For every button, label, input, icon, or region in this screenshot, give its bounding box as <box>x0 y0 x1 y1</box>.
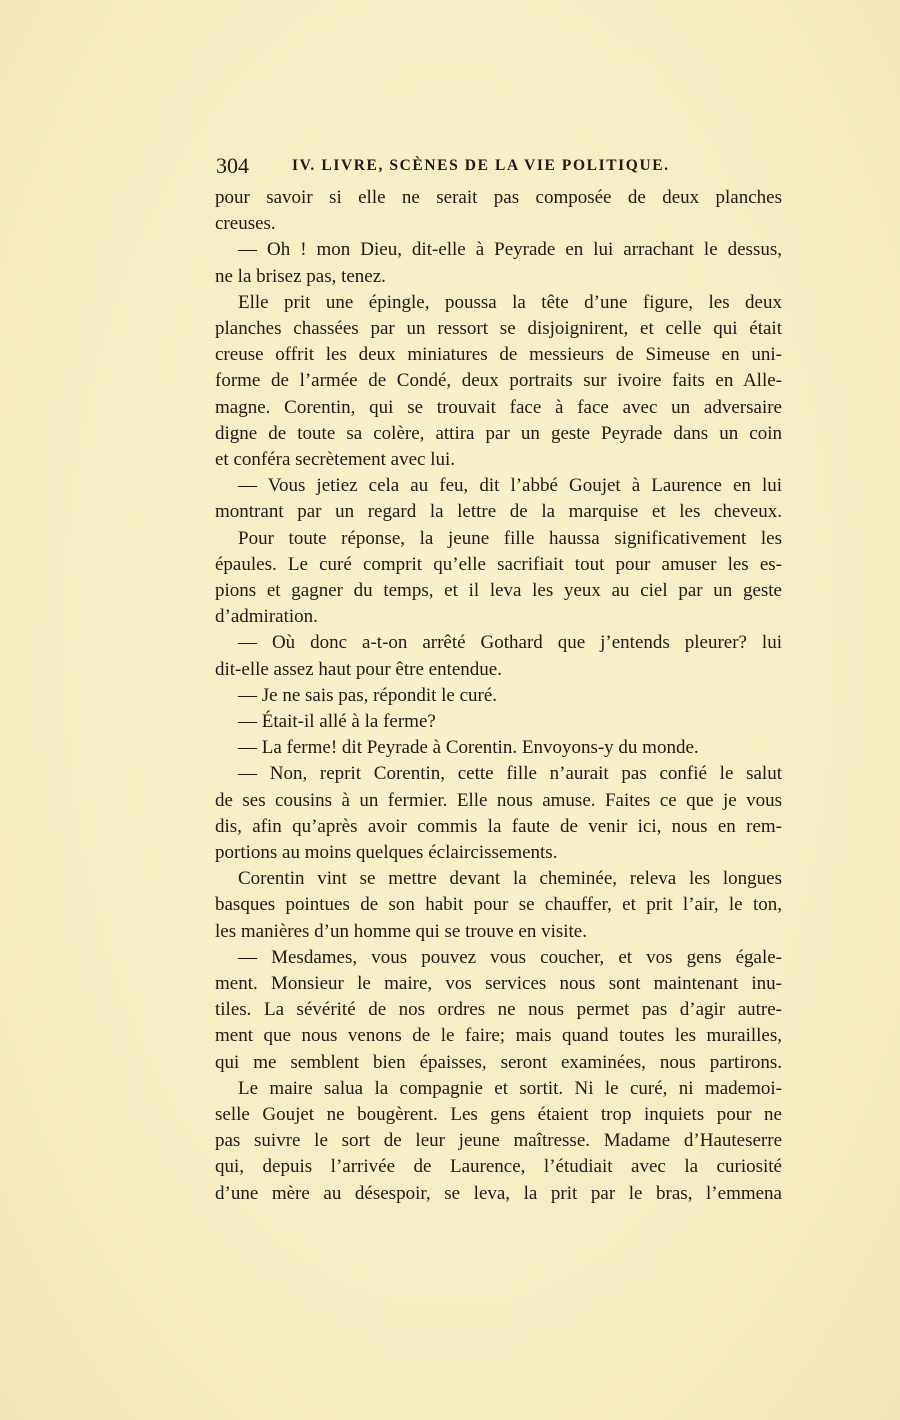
text-line: — Je ne sais pas, répondit le curé. <box>238 684 498 706</box>
text-line: de ses cousins à un fermier. Elle nous amuse. Faites ce que je vous <box>215 789 782 811</box>
page-number: 304 <box>216 153 249 178</box>
text-line: ment. Monsieur le maire, vos services nous sont maintenant inu- <box>215 973 782 994</box>
text-line: qui me semblent bien épaisses, seront examinées, nous partirons. <box>215 1051 782 1073</box>
text-line: planches chassées par un ressort se disjoignirent, et celle qui était <box>215 318 782 339</box>
text-line: pas suivre le sort de leur jeune maîtresse. Madame d’Hauteserre <box>215 1130 782 1152</box>
text-line: creuse offrit les deux miniatures de messieurs de Simeuse en uni- <box>215 344 782 366</box>
text-line: d’une mère au désespoir, se leva, la prit par le bras, l’emmena <box>215 1182 782 1204</box>
text-line: — Était-il allé à la ferme? <box>238 711 436 732</box>
text-line: ment que nous venons de le faire; mais quand toutes les murailles, <box>215 1025 782 1047</box>
text-line: épaules. Le curé comprit qu’elle sacrifiait tout pour amuser les es- <box>215 553 782 575</box>
text-line: dit-elle assez haut pour être entendue. <box>215 658 502 680</box>
text-line: magne. Corentin, qui se trouvait face à face avec un adversaire <box>215 396 782 418</box>
text-line: digne de toute sa colère, attira par un geste Peyrade dans un coin <box>215 422 782 444</box>
text-line: tiles. La sévérité de nos ordres ne nous permet pas d’agir autre- <box>215 999 782 1021</box>
text-line: d’admiration. <box>215 606 318 628</box>
text-line: creuses. <box>215 213 276 235</box>
text-line: — La ferme! dit Peyrade à Corentin. Envoyons-y du monde. <box>238 737 699 759</box>
text-line: les manières d’un homme qui se trouve en visite. <box>215 920 587 942</box>
text-line: dis, afin qu’après avoir commis la faute de venir ici, nous en rem- <box>215 815 782 837</box>
text-line: selle Goujet ne bougèrent. Les gens étaient trop inquiets pour ne <box>215 1104 782 1125</box>
text-line: basques pointues de son habit pour se chauffer, et prit l’air, le ton, <box>215 894 782 916</box>
text-line: — Où donc a-t-on arrêté Gothard que j’entends pleurer? lui <box>238 632 782 654</box>
text-line: qui, depuis l’arrivée de Laurence, l’étudiait avec la curiosité <box>215 1156 782 1178</box>
text-line: forme de l’armée de Condé, deux portraits sur ivoire faits en Alle- <box>215 370 782 392</box>
text-line: Corentin vint se mettre devant la cheminée, releva les longues <box>238 868 782 890</box>
text-line: — Oh ! mon Dieu, dit-elle à Peyrade en lui arrachant le dessus, <box>238 239 782 261</box>
text-line: pions et gagner du temps, et il leva les yeux au ciel par un geste <box>215 580 782 601</box>
running-title: IV. LIVRE, SCÈNES DE LA VIE POLITIQUE. <box>292 157 670 174</box>
text-line: Le maire salua la compagnie et sortit. Ni le curé, ni mademoi- <box>238 1077 782 1099</box>
text-line: pour savoir si elle ne serait pas composée de deux planches <box>215 187 782 208</box>
text-line: — Mesdames, vous pouvez vous coucher, et vos gens égale- <box>238 946 782 968</box>
text-line: portions au moins quelques éclaircissements. <box>215 842 558 863</box>
text-line: — Vous jetiez cela au feu, dit l’abbé Goujet à Laurence en lui <box>238 475 782 497</box>
text-line: Elle prit une épingle, poussa la tête d’une figure, les deux <box>238 291 782 313</box>
text-line: montrant par un regard la lettre de la marquise et les cheveux. <box>215 501 782 523</box>
text-line: et conféra secrètement avec lui. <box>215 449 455 470</box>
text-line: Pour toute réponse, la jeune fille haussa significativement les <box>238 527 782 549</box>
text-line: ne la brisez pas, tenez. <box>215 265 386 287</box>
text-line: — Non, reprit Corentin, cette fille n’aurait pas confié le salut <box>238 763 782 785</box>
